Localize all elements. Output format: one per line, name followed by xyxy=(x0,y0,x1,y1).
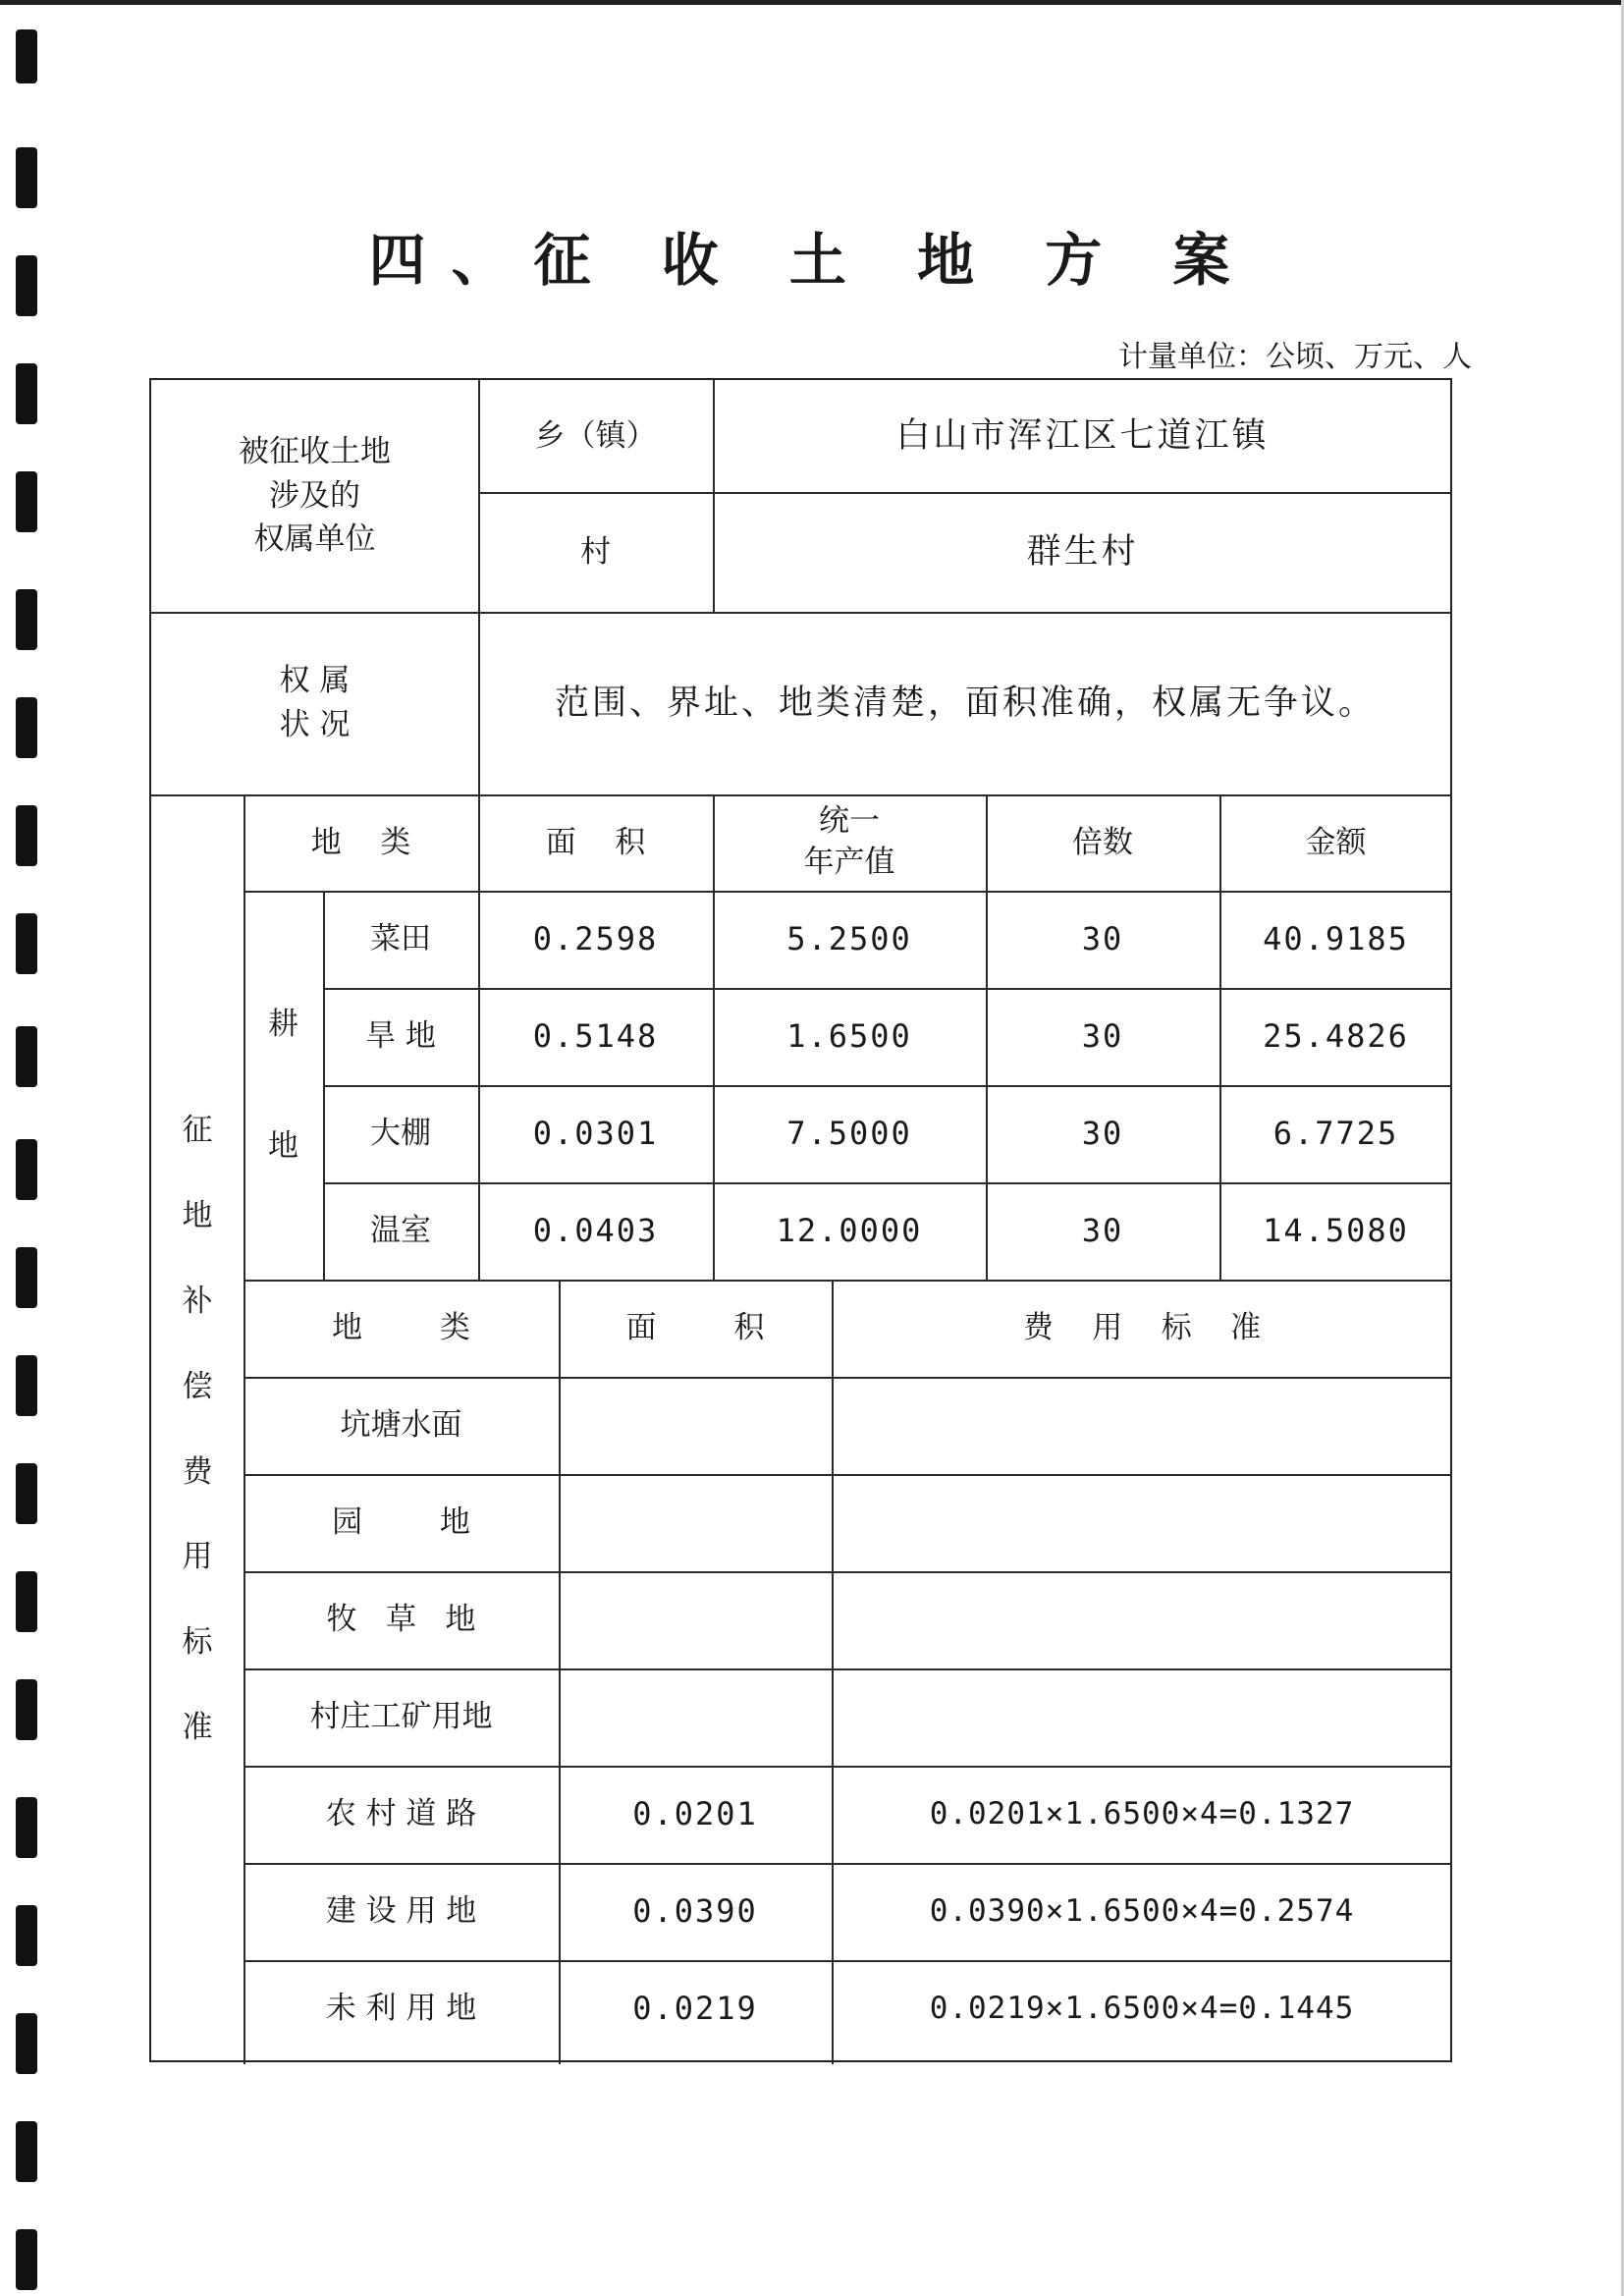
other-land-area-cell: 0.0390 xyxy=(632,1892,758,1931)
ownership-label-line-2: 涉及的 xyxy=(269,477,360,514)
page-title: 四、征 收 土 地 方 案 xyxy=(368,227,1256,294)
village-value: 群生村 xyxy=(1026,531,1139,572)
ownership-label xyxy=(151,380,478,612)
binding-mark xyxy=(16,2121,37,2182)
header2-area: 面 积 xyxy=(625,1310,765,1346)
other-land-area-cell xyxy=(559,1571,832,1668)
binding-mark xyxy=(16,2229,37,2290)
section-label-char: 偿 xyxy=(182,1368,213,1404)
other-land-area-cell xyxy=(559,1377,832,1474)
compensation-section-label xyxy=(151,794,244,2064)
binding-mark xyxy=(16,147,37,208)
header-unified-value xyxy=(713,794,986,891)
binding-mark xyxy=(16,1905,37,1966)
farmland-value-cell: 7.5000 xyxy=(786,1115,912,1153)
other-land-type-cell: 村庄工矿用地 xyxy=(309,1699,493,1735)
unit-label: 计量单位：公顷、万元、人 xyxy=(1118,340,1472,374)
land-expropriation-table xyxy=(149,378,1452,2062)
binding-mark xyxy=(16,1139,37,1200)
farmland-area-cell: 0.0301 xyxy=(532,1115,659,1153)
farmland-multiple-cell: 30 xyxy=(1081,920,1124,958)
header2-land-type: 地 类 xyxy=(332,1310,470,1346)
binding-mark xyxy=(16,471,37,532)
header2-standard: 费 用 标 准 xyxy=(1022,1310,1262,1346)
other-land-standard-cell xyxy=(832,1474,1452,1571)
township-label: 乡（镇） xyxy=(534,417,657,454)
other-land-standard-cell xyxy=(832,1571,1452,1668)
farmland-type-cell: 旱 地 xyxy=(365,1018,436,1055)
binding-mark xyxy=(16,2013,37,2074)
binding-mark xyxy=(16,29,37,83)
farmland-label-char: 耕 xyxy=(268,1007,298,1042)
binding-mark xyxy=(16,805,37,866)
top-edge-rule xyxy=(0,0,1624,5)
farmland-area-cell: 0.5148 xyxy=(532,1017,659,1056)
ownership-label-line-1: 被征收土地 xyxy=(239,433,391,469)
farmland-type-cell: 大棚 xyxy=(370,1116,431,1152)
other-land-standard-cell: 0.0219×1.6500×4=0.1445 xyxy=(929,1991,1355,2027)
township-value: 白山市浑江区七道江镇 xyxy=(895,415,1270,456)
farmland-label-char: 地 xyxy=(268,1128,298,1164)
section-label-char: 标 xyxy=(182,1624,213,1661)
binding-mark xyxy=(16,589,37,650)
other-land-type-cell: 未 利 用 地 xyxy=(325,1991,477,2027)
ownership-label-line-3: 权属单位 xyxy=(253,521,376,558)
section-label-char: 地 xyxy=(182,1198,213,1234)
other-land-standard-cell: 0.0201×1.6500×4=0.1327 xyxy=(929,1796,1355,1832)
section-label-char: 补 xyxy=(182,1283,213,1319)
other-land-area-cell: 0.0219 xyxy=(632,1990,758,2028)
farmland-amount-cell: 14.5080 xyxy=(1263,1212,1409,1250)
header-unified-value-line-1: 统一 xyxy=(819,803,880,840)
header-amount: 金额 xyxy=(1305,824,1367,860)
binding-mark xyxy=(16,1355,37,1416)
farmland-value-cell: 5.2500 xyxy=(786,920,912,958)
other-land-area-cell: 0.0201 xyxy=(632,1795,758,1833)
section-label-char: 准 xyxy=(182,1709,213,1745)
header-area: 面 积 xyxy=(545,824,646,860)
status-value: 范围、界址、地类清楚，面积准确，权属无争议。 xyxy=(554,683,1376,723)
farmland-multiple-cell: 30 xyxy=(1081,1115,1124,1153)
farmland-type-cell: 菜田 xyxy=(370,921,431,957)
other-land-standard-cell: 0.0390×1.6500×4=0.2574 xyxy=(929,1893,1355,1930)
binding-mark xyxy=(16,913,37,974)
other-land-standard-cell xyxy=(832,1377,1452,1474)
binding-mark xyxy=(16,1571,37,1632)
farmland-amount-cell: 6.7725 xyxy=(1272,1115,1399,1153)
farmland-amount-cell: 40.9185 xyxy=(1263,920,1409,958)
status-label xyxy=(151,612,478,794)
other-land-type-cell: 农 村 道 路 xyxy=(325,1796,477,1832)
other-land-standard-cell xyxy=(832,1668,1452,1766)
other-land-type-cell: 园 地 xyxy=(332,1504,470,1541)
section-label-char: 用 xyxy=(182,1539,213,1575)
binding-mark xyxy=(16,1247,37,1308)
farmland-group-label xyxy=(244,891,323,1280)
header-land-type: 地 类 xyxy=(310,824,411,860)
section-label-char: 征 xyxy=(182,1113,213,1149)
other-land-type-cell: 建 设 用 地 xyxy=(325,1893,477,1930)
farmland-multiple-cell: 30 xyxy=(1081,1017,1124,1056)
farmland-value-cell: 1.6500 xyxy=(786,1017,912,1056)
farmland-value-cell: 12.0000 xyxy=(776,1212,923,1250)
binding-mark xyxy=(16,697,37,758)
header-multiple: 倍数 xyxy=(1072,824,1133,860)
binding-mark xyxy=(16,1797,37,1858)
other-land-area-cell xyxy=(559,1474,832,1571)
farmland-amount-cell: 25.4826 xyxy=(1263,1017,1409,1056)
binding-mark xyxy=(16,363,37,424)
status-label-line-2: 状 况 xyxy=(279,707,351,742)
binding-mark xyxy=(16,1463,37,1524)
section-label-char: 费 xyxy=(182,1453,213,1490)
binding-mark xyxy=(16,1679,37,1740)
farmland-type-cell: 温室 xyxy=(370,1213,431,1249)
farmland-multiple-cell: 30 xyxy=(1081,1212,1124,1250)
binding-mark xyxy=(16,1026,37,1087)
other-land-type-cell: 牧 草 地 xyxy=(326,1602,476,1638)
other-land-type-cell: 坑塘水面 xyxy=(340,1407,462,1444)
farmland-area-cell: 0.2598 xyxy=(532,920,659,958)
farmland-area-cell: 0.0403 xyxy=(532,1212,659,1250)
header-unified-value-line-2: 年产值 xyxy=(803,845,895,880)
status-label-line-1: 权 属 xyxy=(279,663,351,699)
village-label: 村 xyxy=(580,533,611,570)
other-land-area-cell xyxy=(559,1668,832,1766)
